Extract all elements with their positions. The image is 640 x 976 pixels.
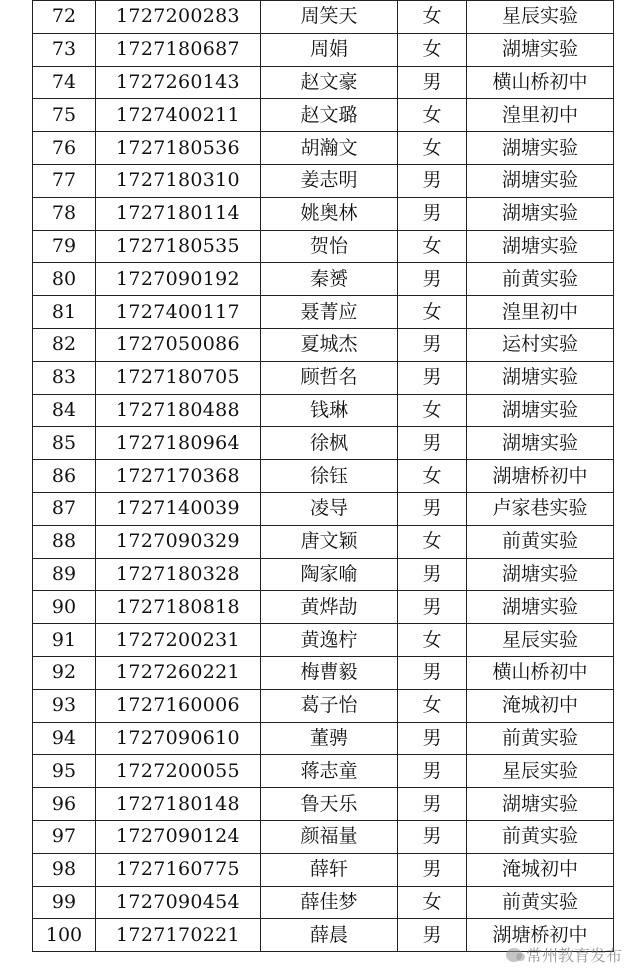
- cell-exam-number: 1727170221: [96, 919, 261, 952]
- cell-student-name: 董骋: [261, 722, 398, 755]
- cell-gender: 女: [398, 230, 467, 263]
- table-row: [33, 99, 614, 132]
- cell-student-name: 黄烨劼: [261, 591, 398, 624]
- cell-school: 前黄实验: [467, 886, 614, 919]
- cell-school: 卢家巷实验: [467, 492, 614, 525]
- cell-gender: 男: [398, 492, 467, 525]
- cell-gender: 女: [398, 689, 467, 722]
- cell-school: 前黄实验: [467, 525, 614, 558]
- roster-sheet: [32, 0, 608, 970]
- cell-school: 前黄实验: [467, 263, 614, 296]
- cell-gender: 男: [398, 755, 467, 788]
- student-roster-table: [32, 0, 614, 952]
- cell-index: 98: [33, 853, 96, 886]
- cell-gender: 女: [398, 99, 467, 132]
- cell-index: 75: [33, 99, 96, 132]
- table-row: [33, 788, 614, 821]
- cell-student-name: 赵文豪: [261, 66, 398, 99]
- cell-school: 淹城初中: [467, 689, 614, 722]
- cell-index: 95: [33, 755, 96, 788]
- cell-school: 淹城初中: [467, 853, 614, 886]
- table-row: [33, 656, 614, 689]
- table-row: [33, 66, 614, 99]
- table-row: [33, 558, 614, 591]
- cell-school: 横山桥初中: [467, 656, 614, 689]
- cell-student-name: 唐文颖: [261, 525, 398, 558]
- cell-school: 湖塘实验: [467, 591, 614, 624]
- cell-school: 湖塘实验: [467, 558, 614, 591]
- cell-gender: 男: [398, 427, 467, 460]
- cell-index: 83: [33, 361, 96, 394]
- cell-student-name: 蒋志童: [261, 755, 398, 788]
- cell-exam-number: 1727090454: [96, 886, 261, 919]
- cell-school: 湖塘实验: [467, 394, 614, 427]
- cell-student-name: 姜志明: [261, 164, 398, 197]
- cell-school: 湖塘实验: [467, 132, 614, 165]
- cell-student-name: 凌导: [261, 492, 398, 525]
- cell-student-name: 顾哲名: [261, 361, 398, 394]
- table-row: [33, 624, 614, 657]
- cell-student-name: 聂菁应: [261, 296, 398, 329]
- table-row: [33, 197, 614, 230]
- table-row: [33, 263, 614, 296]
- table-row: [33, 492, 614, 525]
- cell-exam-number: 1727090124: [96, 820, 261, 853]
- cell-student-name: 胡瀚文: [261, 132, 398, 165]
- cell-index: 76: [33, 132, 96, 165]
- cell-exam-number: 1727050086: [96, 328, 261, 361]
- cell-student-name: 颜福量: [261, 820, 398, 853]
- cell-index: 87: [33, 492, 96, 525]
- cell-school: 湖塘实验: [467, 788, 614, 821]
- cell-student-name: 黄逸柠: [261, 624, 398, 657]
- cell-school: 前黄实验: [467, 722, 614, 755]
- cell-index: 78: [33, 197, 96, 230]
- cell-exam-number: 1727170368: [96, 460, 261, 493]
- cell-index: 100: [33, 919, 96, 952]
- cell-gender: 男: [398, 656, 467, 689]
- cell-student-name: 夏城杰: [261, 328, 398, 361]
- table-row: [33, 591, 614, 624]
- cell-gender: 女: [398, 1, 467, 34]
- cell-student-name: 鲁天乐: [261, 788, 398, 821]
- table-row: [33, 722, 614, 755]
- cell-gender: 男: [398, 263, 467, 296]
- cell-exam-number: 1727180488: [96, 394, 261, 427]
- wechat-icon: [506, 948, 522, 962]
- table-row: [33, 328, 614, 361]
- cell-index: 88: [33, 525, 96, 558]
- cell-student-name: 周娟: [261, 33, 398, 66]
- cell-exam-number: 1727160006: [96, 689, 261, 722]
- cell-exam-number: 1727090329: [96, 525, 261, 558]
- cell-index: 92: [33, 656, 96, 689]
- table-row: [33, 820, 614, 853]
- cell-school: 湖塘实验: [467, 230, 614, 263]
- cell-gender: 女: [398, 132, 467, 165]
- table-row: [33, 164, 614, 197]
- cell-student-name: 薛晨: [261, 919, 398, 952]
- cell-exam-number: 1727200055: [96, 755, 261, 788]
- table-row: [33, 33, 614, 66]
- cell-student-name: 梅曹毅: [261, 656, 398, 689]
- table-row: [33, 132, 614, 165]
- cell-school: 湖塘实验: [467, 427, 614, 460]
- cell-school: 星辰实验: [467, 755, 614, 788]
- cell-gender: 女: [398, 296, 467, 329]
- cell-index: 80: [33, 263, 96, 296]
- cell-exam-number: 1727140039: [96, 492, 261, 525]
- table-row: [33, 394, 614, 427]
- cell-gender: 女: [398, 33, 467, 66]
- watermark: [506, 943, 622, 966]
- cell-index: 93: [33, 689, 96, 722]
- cell-gender: 女: [398, 886, 467, 919]
- cell-index: 96: [33, 788, 96, 821]
- cell-student-name: 葛子怡: [261, 689, 398, 722]
- cell-school: 湖塘桥初中: [467, 460, 614, 493]
- cell-index: 77: [33, 164, 96, 197]
- cell-index: 79: [33, 230, 96, 263]
- cell-gender: 男: [398, 591, 467, 624]
- cell-student-name: 薛佳梦: [261, 886, 398, 919]
- cell-gender: 男: [398, 788, 467, 821]
- cell-gender: 男: [398, 328, 467, 361]
- cell-index: 81: [33, 296, 96, 329]
- cell-exam-number: 1727180310: [96, 164, 261, 197]
- cell-index: 89: [33, 558, 96, 591]
- cell-student-name: 姚奥林: [261, 197, 398, 230]
- cell-exam-number: 1727260143: [96, 66, 261, 99]
- cell-gender: 男: [398, 722, 467, 755]
- cell-exam-number: 1727090610: [96, 722, 261, 755]
- cell-exam-number: 1727180535: [96, 230, 261, 263]
- cell-gender: 男: [398, 919, 467, 952]
- cell-school: 湖塘实验: [467, 33, 614, 66]
- cell-student-name: 秦赟: [261, 263, 398, 296]
- table-row: [33, 230, 614, 263]
- cell-school: 湖塘桥初中: [467, 919, 614, 952]
- cell-student-name: 赵文璐: [261, 99, 398, 132]
- cell-index: 72: [33, 1, 96, 34]
- cell-index: 86: [33, 460, 96, 493]
- cell-gender: 女: [398, 394, 467, 427]
- cell-index: 84: [33, 394, 96, 427]
- table-row: [33, 427, 614, 460]
- cell-gender: 男: [398, 361, 467, 394]
- cell-student-name: 陶家喻: [261, 558, 398, 591]
- cell-index: 73: [33, 33, 96, 66]
- cell-school: 星辰实验: [467, 624, 614, 657]
- cell-gender: 女: [398, 525, 467, 558]
- cell-exam-number: 1727200231: [96, 624, 261, 657]
- cell-school: 湖塘实验: [467, 197, 614, 230]
- cell-exam-number: 1727180687: [96, 33, 261, 66]
- cell-school: 湟里初中: [467, 296, 614, 329]
- cell-exam-number: 1727400117: [96, 296, 261, 329]
- cell-school: 横山桥初中: [467, 66, 614, 99]
- cell-gender: 男: [398, 164, 467, 197]
- cell-school: 湟里初中: [467, 99, 614, 132]
- cell-gender: 男: [398, 66, 467, 99]
- cell-student-name: 徐枫: [261, 427, 398, 460]
- table-row: [33, 853, 614, 886]
- table-row: [33, 361, 614, 394]
- cell-school: 湖塘实验: [467, 361, 614, 394]
- cell-exam-number: 1727160775: [96, 853, 261, 886]
- cell-gender: 女: [398, 624, 467, 657]
- cell-school: 运村实验: [467, 328, 614, 361]
- cell-index: 91: [33, 624, 96, 657]
- cell-gender: 男: [398, 197, 467, 230]
- cell-gender: 男: [398, 820, 467, 853]
- cell-index: 99: [33, 886, 96, 919]
- cell-exam-number: 1727180536: [96, 132, 261, 165]
- table-row: [33, 689, 614, 722]
- cell-exam-number: 1727180705: [96, 361, 261, 394]
- cell-index: 97: [33, 820, 96, 853]
- table-row: [33, 460, 614, 493]
- cell-index: 82: [33, 328, 96, 361]
- cell-exam-number: 1727180964: [96, 427, 261, 460]
- cell-index: 74: [33, 66, 96, 99]
- cell-exam-number: 1727180818: [96, 591, 261, 624]
- roster-body: [33, 1, 614, 952]
- cell-exam-number: 1727180148: [96, 788, 261, 821]
- cell-exam-number: 1727200283: [96, 1, 261, 34]
- cell-gender: 男: [398, 558, 467, 591]
- cell-exam-number: 1727400211: [96, 99, 261, 132]
- cell-student-name: 徐钰: [261, 460, 398, 493]
- cell-student-name: 钱琳: [261, 394, 398, 427]
- cell-exam-number: 1727180114: [96, 197, 261, 230]
- cell-index: 90: [33, 591, 96, 624]
- table-row: [33, 886, 614, 919]
- table-row: [33, 1, 614, 34]
- table-row: [33, 525, 614, 558]
- cell-student-name: 薛轩: [261, 853, 398, 886]
- cell-exam-number: 1727180328: [96, 558, 261, 591]
- cell-school: 湖塘实验: [467, 164, 614, 197]
- cell-index: 85: [33, 427, 96, 460]
- cell-exam-number: 1727260221: [96, 656, 261, 689]
- table-row: [33, 755, 614, 788]
- cell-index: 94: [33, 722, 96, 755]
- cell-student-name: 周笑天: [261, 1, 398, 34]
- cell-student-name: 贺怡: [261, 230, 398, 263]
- cell-gender: 男: [398, 853, 467, 886]
- cell-school: 星辰实验: [467, 1, 614, 34]
- cell-school: 前黄实验: [467, 820, 614, 853]
- watermark-text: 常州教育发布: [525, 946, 622, 965]
- table-row: [33, 296, 614, 329]
- cell-gender: 女: [398, 460, 467, 493]
- cell-exam-number: 1727090192: [96, 263, 261, 296]
